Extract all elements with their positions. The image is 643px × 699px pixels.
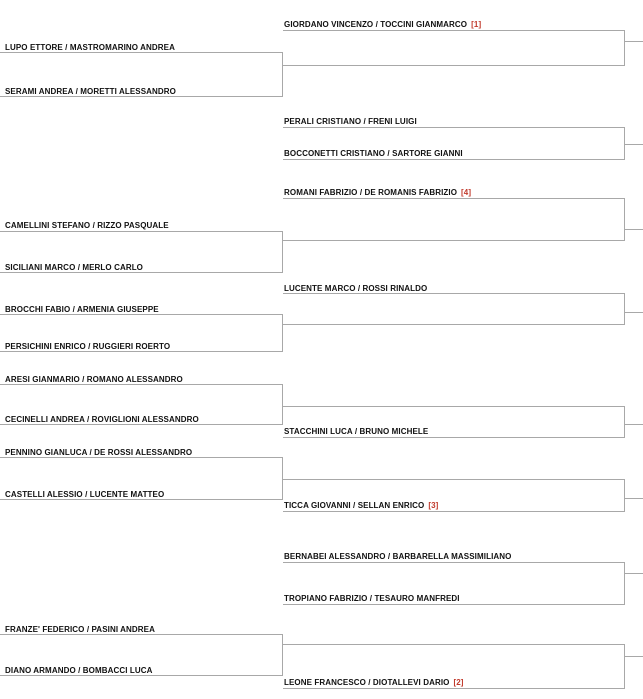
bracket-exit: [625, 144, 643, 145]
r1-team-8: CECINELLI ANDREA / ROVIGLIONI ALESSANDRO: [5, 415, 199, 424]
r1-team-6: PERSICHINI ENRICO / RUGGIERI ROERTO: [5, 342, 171, 351]
bracket-line: [0, 499, 283, 500]
r2-team-6: [284, 427, 428, 437]
bracket-line: [0, 314, 283, 315]
team-name: LEONE FRANCESCO / DIOTALLEVI DARIO: [284, 678, 450, 687]
bracket-connector: [282, 634, 283, 676]
r1-team-9: PENNINO GIANLUCA / DE ROSSI ALESSANDRO: [5, 448, 193, 457]
bracket-line: [283, 159, 625, 160]
bracket-line: [0, 52, 283, 53]
seed-badge: [2]: [453, 678, 464, 687]
bracket-connector: [282, 231, 283, 273]
bracket-line: [0, 231, 283, 232]
bracket-line: [0, 634, 283, 635]
r1-team-2: SERAMI ANDREA / MORETTI ALESSANDRO: [5, 87, 176, 96]
bracket-line: [283, 127, 625, 128]
bracket-exit: [625, 656, 643, 657]
bracket-line: [0, 384, 283, 385]
r1-team-1: LUPO ETTORE / MASTROMARINO ANDREA: [5, 43, 175, 52]
r2-team-3: [284, 149, 463, 159]
bracket-line: [283, 437, 625, 438]
bracket-connector: [624, 562, 625, 605]
bracket-line: [283, 511, 625, 512]
bracket-connector: [624, 406, 625, 438]
r2-team-10: [284, 678, 464, 688]
seed-badge: [3]: [428, 501, 439, 510]
bracket-line: [283, 688, 625, 689]
r2-team-7: [284, 501, 438, 511]
r1-team-3: CAMELLINI STEFANO / RIZZO PASQUALE: [5, 221, 169, 230]
r1-team-4: SICILIANI MARCO / MERLO CARLO: [5, 263, 144, 272]
team-name: BERNABEI ALESSANDRO / BARBARELLA MASSIMILIANO: [284, 552, 512, 561]
team-name: ROMANI FABRIZIO / DE ROMANIS FABRIZIO: [284, 188, 458, 197]
r1-team-11: FRANZE' FEDERICO / PASINI ANDREA: [5, 625, 155, 634]
bracket-connector: [282, 314, 283, 352]
bracket-line: [283, 406, 625, 407]
bracket-line: [0, 424, 283, 425]
bracket-connector: [282, 384, 283, 425]
r2-team-9: [284, 594, 460, 604]
bracket-line: [0, 457, 283, 458]
bracket-line: [0, 675, 283, 676]
bracket-line: [283, 562, 625, 563]
r2-team-1: [284, 20, 481, 30]
bracket-line: [283, 324, 625, 325]
team-name: TROPIANO FABRIZIO / TESAURO MANFREDI: [284, 594, 460, 603]
seed-badge: [4]: [461, 188, 472, 197]
bracket-line: [283, 604, 625, 605]
team-name: STACCHINI LUCA / BRUNO MICHELE: [284, 427, 429, 436]
bracket-connector: [624, 479, 625, 512]
r2-team-2: [284, 117, 417, 127]
bracket-line: [0, 96, 283, 97]
r1-team-10: CASTELLI ALESSIO / LUCENTE MATTEO: [5, 490, 165, 499]
bracket-line: [283, 65, 625, 66]
bracket-exit: [625, 312, 643, 313]
bracket-line: [283, 644, 625, 645]
bracket-connector: [624, 30, 625, 66]
r1-team-12: DIANO ARMANDO / BOMBACCI LUCA: [5, 666, 153, 675]
bracket-exit: [625, 424, 643, 425]
bracket-exit: [625, 498, 643, 499]
bracket-connector: [624, 198, 625, 241]
bracket-exit: [625, 229, 643, 230]
bracket-connector: [282, 52, 283, 97]
r2-team-8: [284, 552, 511, 562]
bracket-exit: [625, 573, 643, 574]
team-name: PERALI CRISTIANO / FRENI LUIGI: [284, 117, 417, 126]
team-name: BOCCONETTI CRISTIANO / SARTORE GIANNI: [284, 149, 463, 158]
bracket-exit: [625, 41, 643, 42]
team-name: TICCA GIOVANNI / SELLAN ENRICO: [284, 501, 425, 510]
bracket-line: [283, 240, 625, 241]
bracket-connector: [624, 293, 625, 325]
bracket-line: [283, 293, 625, 294]
bracket-line: [283, 198, 625, 199]
bracket-line: [283, 479, 625, 480]
bracket-connector: [624, 644, 625, 689]
bracket-line: [283, 30, 625, 31]
bracket-line: [0, 272, 283, 273]
team-name: GIORDANO VINCENZO / TOCCINI GIANMARCO: [284, 20, 468, 29]
r1-team-7: ARESI GIANMARIO / ROMANO ALESSANDRO: [5, 375, 183, 384]
r1-team-5: BROCCHI FABIO / ARMENIA GIUSEPPE: [5, 305, 159, 314]
seed-badge: [1]: [471, 20, 482, 29]
r2-team-4: [284, 188, 471, 198]
bracket-line: [0, 351, 283, 352]
team-name: LUCENTE MARCO / ROSSI RINALDO: [284, 284, 428, 293]
